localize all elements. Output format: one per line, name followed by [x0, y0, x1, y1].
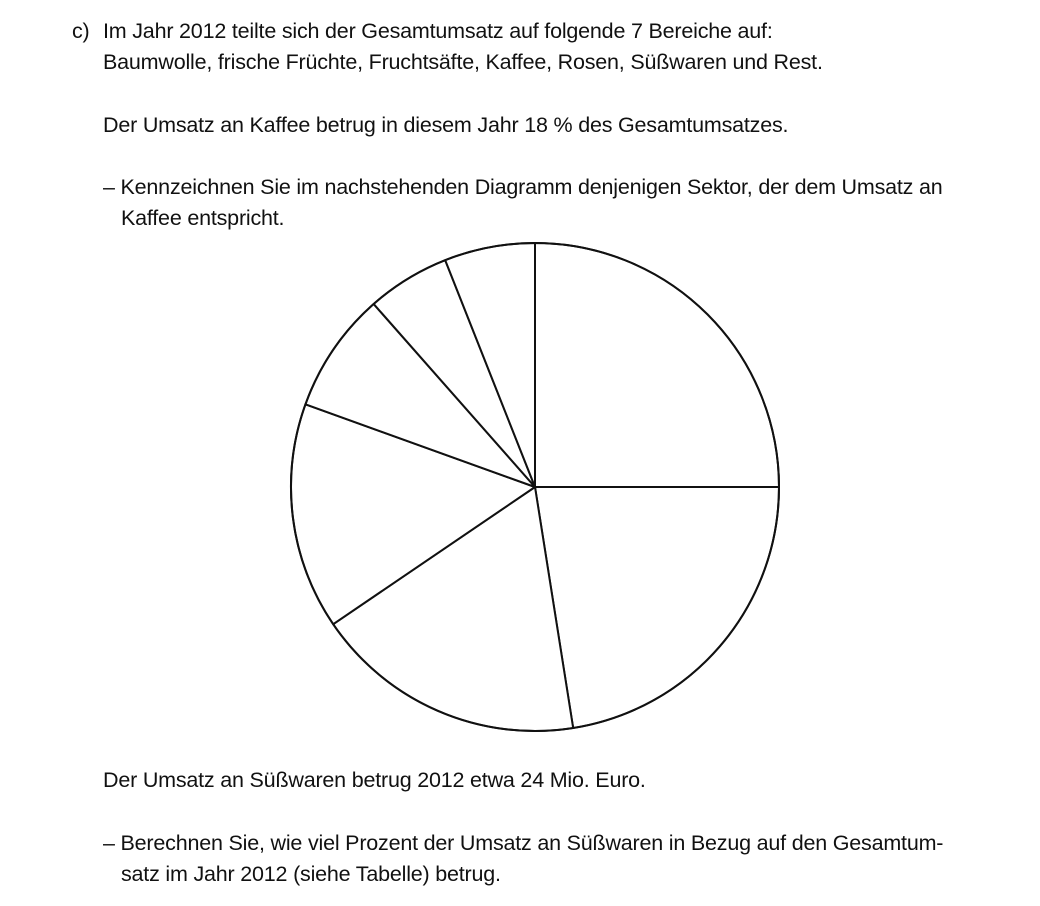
intro-line-2: Baumwolle, frische Früchte, Fruchtsäfte, Kaffee, Rosen, Süßwaren und Rest. — [103, 50, 823, 74]
intro-line-1: Im Jahr 2012 teilte sich der Gesamtumsatz auf folgende 7 Bereiche auf: — [103, 19, 773, 43]
pie-slice-1 — [535, 243, 779, 487]
bullet-1-line-2: Kaffee entspricht. — [121, 206, 285, 230]
pie-slice-2 — [535, 487, 779, 728]
sweets-statement: Der Umsatz an Süßwaren betrug 2012 etwa 24 Mio. Euro. — [103, 768, 646, 792]
bullet-2-line-2: satz im Jahr 2012 (siehe Tabelle) betrug. — [121, 862, 501, 886]
task-label: c) — [72, 19, 90, 43]
coffee-statement: Der Umsatz an Kaffee betrug in diesem Jahr 18 % des Gesamtumsatzes. — [103, 113, 789, 137]
bullet-1-line-1: – Kennzeichnen Sie im nachstehenden Diagramm denjenigen Sektor, der dem Umsatz an — [103, 175, 943, 199]
bullet-2-line-1: – Berechnen Sie, wie viel Prozent der Umsatz an Süßwaren in Bezug auf den Gesamtum- — [103, 831, 944, 855]
